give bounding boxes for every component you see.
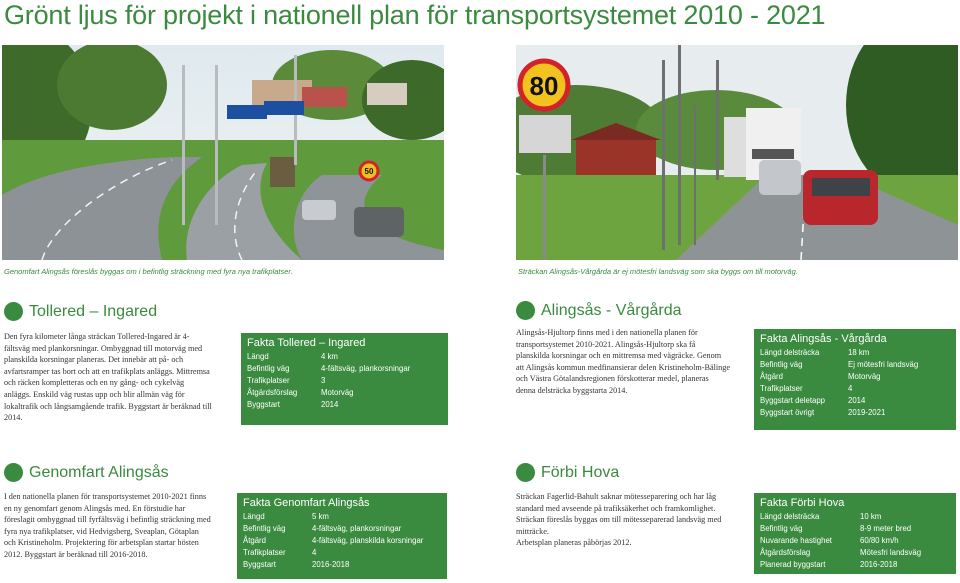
fact-value: Motorväg [848,372,881,381]
fact-label: Befintlig väg [243,524,286,533]
fact-label: Befintlig väg [760,524,803,533]
fact-label: Befintlig väg [760,360,803,369]
fact-label: Åtgärdsförslag [247,388,298,397]
section-heading-tollered [4,302,157,321]
section-body-genomfart [4,491,211,561]
fact-row [243,547,441,559]
fact-value: 2014 [848,396,866,405]
fact-value: 2016-2018 [860,560,898,569]
fact-row [760,523,950,535]
fact-value: 2016-2018 [312,560,350,569]
bullet-dot-icon [516,463,535,482]
fact-row [247,399,442,411]
fact-value: 4-fältsväg, plankorsningar [321,364,411,373]
section-title: Genomfart Alingsås [29,463,169,481]
fact-label: Längd [243,512,265,521]
road-photo-alingsas-vargarda [516,45,958,260]
fact-label: Nuvarande hastighet [760,536,832,545]
fact-box-forbi-hova [754,493,956,574]
fact-row [760,359,950,371]
fact-row [760,535,950,547]
fact-row [247,387,442,399]
fact-box-tollered [241,333,448,425]
section-paragraph: Arbetsplan planeras påbörjas 2012. [516,538,632,548]
fact-value: 10 km [860,512,882,521]
fact-row [243,535,441,547]
photo-alingsas-vargarda-illustration [516,45,958,260]
fact-label: Trafikplatser [247,376,290,385]
fact-row [247,351,442,363]
section-title: Tollered – Ingared [29,302,158,320]
fact-box-genomfart [237,493,447,579]
fact-row [760,371,950,383]
fact-label: Åtgärd [243,536,266,545]
section-body-forbi-hova [516,491,732,549]
fact-value: 2014 [321,400,339,409]
fact-label: Planerad byggstart [760,560,826,569]
page-title: Grönt ljus för projekt i nationell plan för transportsystemet 2010 - 2021 [4,0,826,30]
fact-value: Ej mötesfri landsväg [848,360,919,369]
fact-row [247,363,442,375]
fact-value: 4-fältsväg, plankorsningar [312,524,402,533]
fact-label: Byggstart övrigt [760,408,815,417]
fact-box-title: Fakta Genomfart Alingsås [243,497,370,509]
fact-label: Längd delsträcka [760,348,820,357]
fact-label: Trafikplatser [243,548,286,557]
speed-sign-value: 80 [529,71,559,101]
fact-row [243,559,441,571]
fact-value: 4 km [321,352,338,361]
fact-row [760,347,950,359]
fact-value: 3 [321,376,326,385]
speed-sign-value: 50 [364,167,374,176]
fact-row [247,375,442,387]
bullet-dot-icon [4,463,23,482]
section-paragraph: Sträckan Fagerlid-Bahult saknar mötesseparering och har låg standard med avseende på trafiksäkerhet och framkomlighet. [516,492,717,513]
section-body-alingsas-vargarda [516,327,730,397]
section-body-tollered [4,331,213,424]
fact-label: Längd [247,352,269,361]
fact-box-title: Fakta Tollered – Ingared [247,337,366,349]
fact-value: 2019-2021 [848,408,886,417]
fact-box-alingsas-vargarda [754,329,956,430]
section-paragraph: Sträckan föreslås byggas om till mötesseparerad landsväg med mitträcke. [516,515,722,536]
photo-caption-genomfart: Genomfart Alingsås föreslås byggas om i befintlig sträckning med fyra nya trafikplatser. [4,267,293,276]
section-paragraph: I den nationella planen för transportsystemet 2010-2021 finns en ny genomfart genom Alingsås med. En förstudie har föreslagit ombyggnad till fyrfältsväg i befintlig sträckning med fyra nya trafikplatser, vid Hedvigsberg, Sveaplan, Götaplan och Kristineholm. Projektering för arbetsplan startar hösten 2012. Byggstart är beräknad till 2016-2018. [4,492,211,559]
section-paragraph: Den fyra kilometer långa sträckan Tollered-Ingared är 4-fältsväg med plankorsningar. Ombyggnad till motorväg med planskilda korsningar planeras. Det innebär att på- och avfartsramper tas bort och att en trafikplats anläggs. Mittremsa och räcken kompletteras och en ny gång- och cykelväg anläggs. Enskild väg rustas upp och blir allmän väg för lokaltrafik och långsamgående trafik. Byggstart är beräknad till 2014. [4,332,212,423]
fact-value: 4-fältsväg, planskilda korsningar [312,536,424,545]
bullet-dot-icon [516,301,535,320]
fact-label: Byggstart [247,400,280,409]
section-title: Alingsås - Vårgårda [541,301,682,319]
fact-value: 4 [848,384,853,393]
fact-box-title: Fakta Förbi Hova [760,497,845,509]
fact-label: Trafikplatser [760,384,803,393]
section-heading-genomfart [4,463,169,482]
fact-row [243,523,441,535]
fact-row [760,407,950,419]
fact-row [243,511,441,523]
fact-row [760,559,950,571]
fact-row [760,383,950,395]
fact-label: Åtgärdsförslag [760,548,811,557]
section-title: Förbi Hova [541,463,620,481]
fact-box-title: Fakta Alingsås - Vårgårda [760,333,887,345]
fact-value: 60/80 km/h [860,536,899,545]
photo-genomfart-illustration [2,45,444,260]
fact-value: 5 km [312,512,329,521]
fact-label: Befintlig väg [247,364,290,373]
fact-value: 4 [312,548,317,557]
fact-label: Byggstart deletapp [760,396,826,405]
fact-value: Motorväg [321,388,354,397]
section-paragraph: Alingsås-Hjultorp finns med i den nationella planen för transportsystemet 2010-2021. Alingsås-Hjultorp ska få planskilda korsningar och en mittremsa med vägräcke. Genom att Alingsås kommun medfinansierar delen Kristineholm-Bälinge och Västra Götalandsregionen förskotterar medel, planeras denna delsträcka byggstarta 2014. [516,328,730,395]
fact-row [760,547,950,559]
bullet-dot-icon [4,302,23,321]
fact-label: Åtgärd [760,372,783,381]
fact-row [760,511,950,523]
fact-row [760,395,950,407]
fact-label: Byggstart [243,560,276,569]
section-heading-forbi-hova [516,463,619,482]
section-heading-alingsas-vargarda [516,301,682,320]
road-photo-genomfart [2,45,444,260]
fact-value: 8-9 meter bred [860,524,912,533]
fact-value: 18 km [848,348,870,357]
fact-value: Mötesfri landsväg [860,548,922,557]
fact-label: Längd delsträcka [760,512,820,521]
photo-caption-alingsas-vargarda: Sträckan Alingsås-Vårgårda är ej mötesfri landsväg som ska byggs om till motorväg. [518,267,798,276]
